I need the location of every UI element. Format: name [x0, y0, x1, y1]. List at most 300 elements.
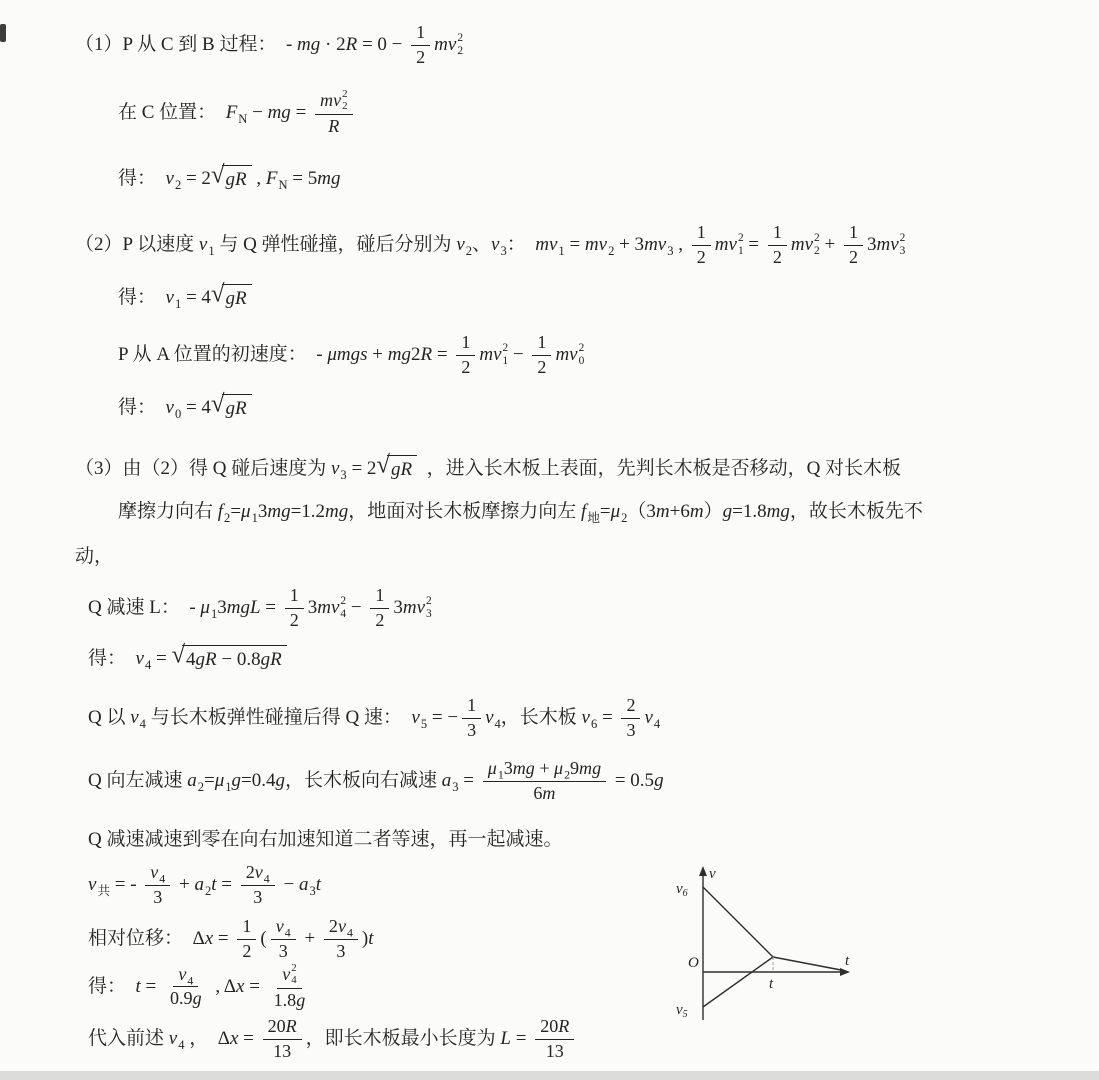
- math-number: =1.8: [732, 501, 767, 522]
- math-sub: 4: [263, 871, 270, 886]
- math-number: = 2: [346, 457, 377, 479]
- math-variable: mg: [512, 758, 535, 778]
- math-number: 3: [626, 719, 636, 740]
- math-number: 13: [545, 1040, 564, 1061]
- math-base: v: [130, 707, 139, 729]
- math-sub: 4: [346, 925, 353, 940]
- math-sub: 2: [608, 244, 615, 259]
- math-number: 9: [570, 758, 580, 778]
- math-sub: 3: [667, 244, 674, 259]
- y-axis-arrow-icon: [699, 866, 707, 876]
- math-base: a: [298, 874, 309, 896]
- math-number: =: [564, 234, 585, 256]
- math-number: =: [204, 770, 215, 792]
- text-run: （3: [627, 501, 656, 522]
- math-sqrt: [210, 161, 252, 192]
- math-variable: m: [555, 344, 570, 366]
- solution-line-9: [118, 500, 923, 524]
- solution-line-17: [88, 916, 374, 962]
- math-number: Δ: [217, 1028, 230, 1050]
- math-number: (: [260, 928, 267, 950]
- fraction-numerator: [768, 222, 787, 246]
- math-fraction: [271, 916, 296, 962]
- math-number: =: [151, 647, 172, 669]
- math-number: +: [174, 874, 195, 896]
- fraction-numerator: [621, 695, 640, 719]
- math-number: 2: [416, 46, 426, 67]
- solution-line-1: [75, 22, 463, 68]
- fraction-numerator: [535, 1016, 574, 1040]
- math-number: 3: [336, 940, 346, 961]
- math-sub: 4: [139, 717, 146, 732]
- math-number: 3: [866, 234, 877, 256]
- math-variable: t: [135, 975, 141, 997]
- text-run: ，地面对长木板摩擦力向左: [348, 501, 582, 522]
- math-subscripted: [299, 873, 316, 897]
- math-base: v: [569, 344, 578, 366]
- math-variable: mg: [297, 34, 321, 56]
- math-sub: 1: [225, 780, 232, 795]
- text-run: ：: [506, 234, 536, 256]
- math-variable: x: [236, 975, 245, 997]
- text-run: （1）P 从 C 到 B 过程：: [75, 34, 286, 56]
- text-run: 得：: [118, 396, 166, 418]
- solution-line-3: [118, 161, 341, 192]
- math-variable: gR: [260, 649, 282, 670]
- math-subscripted: [338, 916, 353, 938]
- math-subscripted: [187, 769, 204, 793]
- math-scripts: [900, 232, 906, 258]
- fraction-denominator: [528, 782, 560, 805]
- math-sub: 3: [899, 245, 906, 258]
- math-subscripted: [130, 706, 146, 730]
- math-subscripted: [581, 500, 600, 524]
- math-fraction: [411, 22, 430, 68]
- math-variable: m: [479, 344, 494, 366]
- solution-line-18: [88, 962, 314, 1012]
- math-sub: 2: [204, 884, 212, 899]
- math-base: v: [165, 396, 174, 418]
- math-variable: m: [320, 89, 334, 110]
- math-fraction: [324, 916, 358, 962]
- math-fraction: [456, 332, 475, 378]
- math-sub: 2: [224, 510, 231, 525]
- math-fraction: [621, 695, 640, 741]
- solution-line-10: [75, 545, 113, 569]
- math-subsup: [805, 232, 820, 258]
- math-subscripted: [456, 233, 472, 257]
- math-number: 2: [537, 356, 547, 377]
- fraction-numerator: [324, 916, 358, 940]
- fraction-denominator: [269, 989, 311, 1012]
- math-variable: gR: [225, 288, 247, 309]
- math-sub: 4: [284, 925, 291, 940]
- fraction-denominator: [621, 719, 640, 742]
- text-run: ）: [703, 501, 723, 522]
- math-subscripted: [199, 233, 215, 257]
- math-base: v: [657, 234, 667, 256]
- fraction-numerator: [456, 332, 475, 356]
- math-variable: m: [434, 34, 448, 56]
- math-number: 1: [696, 222, 706, 242]
- math-number: =: [599, 501, 611, 522]
- math-subscripted: [169, 1027, 185, 1051]
- math-number: 13: [273, 1040, 292, 1061]
- math-base: v: [282, 963, 291, 984]
- math-subscripted: [241, 500, 258, 524]
- math-scripts: [291, 962, 296, 987]
- math-fraction: [285, 585, 304, 631]
- math-sub: 4: [653, 717, 661, 732]
- math-variable: mg: [325, 501, 349, 522]
- solution-line-16: [88, 862, 321, 908]
- math-variable: mg: [267, 101, 291, 123]
- math-sub: 3: [452, 780, 459, 795]
- math-variable: R: [420, 344, 433, 366]
- text-run: ，进入长木板上表面，先判长木板是否移动，Q 对长木板: [417, 457, 902, 479]
- solution-line-2: [118, 88, 357, 138]
- math-scripts: [579, 342, 585, 368]
- fraction-numerator: [483, 758, 606, 782]
- solution-line-11: [88, 585, 432, 631]
- math-subscripted: [411, 706, 427, 730]
- math-subscripted: [644, 706, 660, 730]
- math-sup: 2: [737, 232, 744, 245]
- math-sub: 4: [291, 974, 297, 987]
- math-sub: 2: [814, 245, 820, 258]
- t-mark-label: t: [769, 976, 774, 992]
- math-number: ,: [673, 234, 688, 256]
- math-sup: 2: [502, 342, 509, 355]
- math-number: =: [260, 597, 281, 619]
- math-sup: 2: [426, 595, 432, 608]
- math-number: 1: [289, 585, 299, 605]
- math-number: 2: [289, 609, 299, 630]
- math-sup: 2: [342, 88, 348, 100]
- math-subscripted: [582, 706, 598, 730]
- math-number: 1: [416, 22, 426, 42]
- fraction-denominator: [462, 719, 481, 742]
- math-base: μ: [200, 597, 210, 619]
- math-base: v: [581, 707, 590, 729]
- text-run: P 从 A 位置的初速度：: [118, 344, 317, 366]
- fraction-denominator: [541, 1040, 569, 1063]
- math-variable: m: [542, 782, 556, 803]
- math-sub: 2: [197, 780, 204, 795]
- math-sub: 2: [342, 100, 348, 113]
- math-number: 2: [696, 246, 706, 267]
- math-number: 3: [503, 758, 513, 778]
- math-sub: N: [238, 111, 248, 126]
- math-fraction: [237, 916, 256, 962]
- text-run: Q 向左减速: [88, 770, 188, 792]
- math-variable: x: [204, 928, 214, 950]
- math-base: v: [165, 286, 174, 308]
- common-velocity-segment: [773, 957, 841, 970]
- math-number: =: [140, 975, 162, 997]
- math-number: -: [285, 34, 298, 56]
- math-base: v: [644, 707, 653, 729]
- fraction-numerator: [285, 585, 304, 609]
- math-variable: t: [315, 874, 321, 896]
- math-variable: g: [296, 989, 306, 1010]
- math-variable: m: [790, 234, 805, 256]
- math-variable: mg: [579, 758, 602, 778]
- math-base: v: [493, 344, 502, 366]
- math-subscripted: [215, 769, 232, 793]
- math-variable: mg: [317, 167, 341, 189]
- fraction-numerator: [692, 222, 711, 246]
- math-number: 2: [772, 246, 782, 267]
- math-base: v: [333, 89, 342, 110]
- math-subscripted: [491, 233, 507, 257]
- math-variable: t: [368, 928, 374, 950]
- solution-line-4: [75, 222, 905, 268]
- text-run: （2）P 以速度: [75, 234, 199, 256]
- math-subsup: [569, 342, 584, 368]
- fraction-numerator: [173, 964, 198, 988]
- fraction-denominator: [532, 356, 551, 379]
- text-run: （3）由（2）得 Q 碰后速度为: [75, 457, 331, 479]
- text-run: 摩擦力向右: [118, 501, 218, 522]
- math-number: =: [216, 874, 237, 896]
- math-sub: 4: [178, 1038, 185, 1053]
- fraction-denominator: [165, 987, 207, 1010]
- fraction-denominator: [768, 246, 787, 269]
- text-run: ，即长木板最小长度为: [305, 1028, 501, 1050]
- fraction-denominator: [456, 356, 475, 379]
- fraction-denominator: [692, 246, 711, 269]
- math-fraction: [462, 695, 481, 741]
- text-run: 得：: [118, 286, 166, 308]
- math-sqrt: [376, 451, 417, 482]
- math-base: f: [581, 501, 587, 522]
- math-number: = 5: [287, 167, 318, 189]
- math-number: 2: [626, 695, 636, 715]
- fraction-denominator: [237, 940, 256, 963]
- math-number: =: [432, 344, 453, 366]
- math-number: = 0 −: [357, 34, 408, 56]
- math-number: Δ: [192, 928, 205, 950]
- math-variable: mg: [387, 344, 411, 366]
- radicand: [222, 284, 252, 311]
- fraction-denominator: [285, 609, 304, 632]
- math-number: =: [511, 1028, 532, 1050]
- math-base: μ: [241, 501, 251, 522]
- math-base: μ: [554, 758, 564, 778]
- math-number: ): [361, 928, 369, 950]
- math-scripts: [426, 595, 432, 621]
- solution-line-8: [75, 451, 902, 482]
- math-number: 3: [253, 886, 263, 907]
- t-axis-label: t: [845, 953, 850, 969]
- fraction-numerator: [241, 862, 275, 886]
- math-subsup: [333, 88, 347, 113]
- math-subsup: [729, 232, 744, 258]
- math-number: 1.8: [273, 989, 297, 1010]
- math-sup: 2: [457, 32, 464, 45]
- math-number: 2: [410, 344, 421, 366]
- math-number: ,: [251, 167, 266, 189]
- math-base: v: [456, 234, 465, 256]
- math-fraction: [844, 222, 863, 268]
- math-fraction: [535, 1016, 574, 1062]
- math-number: 1: [242, 916, 252, 936]
- text-run: ，长木板: [500, 707, 582, 729]
- fraction-denominator: [274, 940, 293, 963]
- math-number: 1: [537, 332, 547, 352]
- math-variable: gR: [195, 649, 217, 670]
- math-variable: gR: [225, 398, 247, 419]
- math-number: 2: [375, 609, 385, 630]
- math-base: v: [411, 707, 420, 729]
- fraction-numerator: [277, 962, 301, 989]
- math-number: 20: [540, 1016, 559, 1036]
- math-sub: 4: [494, 717, 501, 732]
- math-subscripted: [166, 167, 182, 191]
- math-subscripted: [485, 706, 501, 730]
- scan-edge: [0, 1071, 1099, 1080]
- math-subscripted: [255, 862, 270, 884]
- math-number: −: [278, 874, 299, 896]
- math-subscripted: [218, 500, 231, 524]
- math-number: 3: [393, 597, 403, 619]
- math-base: μ: [487, 758, 497, 778]
- radicand: [222, 394, 252, 421]
- math-base: v: [447, 34, 457, 56]
- math-fraction: [315, 88, 352, 138]
- math-scripts: [457, 32, 463, 58]
- math-fraction: [692, 222, 711, 268]
- math-number: 3: [257, 501, 268, 522]
- math-subsup: [448, 32, 463, 58]
- math-variable: m: [714, 234, 729, 256]
- text-run: 代入前述: [88, 1028, 169, 1050]
- fraction-numerator: [237, 916, 256, 940]
- math-subscripted: [266, 167, 288, 191]
- fraction-numerator: [315, 88, 352, 115]
- math-subsup: [417, 595, 432, 621]
- math-base: F: [225, 101, 238, 123]
- scan-artifact: [0, 24, 6, 42]
- math-number: 2: [245, 862, 255, 882]
- math-variable: mgL: [226, 597, 261, 619]
- math-sub: 1: [210, 607, 218, 622]
- math-subscripted: [549, 233, 565, 257]
- math-variable: mg: [766, 501, 790, 522]
- math-subscripted: [599, 233, 615, 257]
- math-base: v: [168, 1028, 178, 1050]
- math-base: v: [890, 234, 899, 256]
- fraction-numerator: [271, 916, 296, 940]
- radicand: [387, 455, 417, 482]
- math-number: 3: [467, 719, 477, 740]
- math-variable: m: [655, 501, 670, 522]
- solution-line-12: [88, 641, 287, 672]
- math-sub: 2: [174, 177, 182, 192]
- math-variable: L: [500, 1028, 511, 1050]
- math-fraction: [263, 1016, 302, 1062]
- math-sub: 2: [457, 45, 464, 58]
- math-subscripted: [554, 758, 570, 780]
- math-variable: R: [328, 115, 340, 136]
- fraction-denominator: [331, 940, 350, 963]
- math-number: = 4: [181, 396, 211, 418]
- math-number: +: [299, 928, 320, 950]
- math-variable: g: [722, 501, 733, 522]
- math-variable: m: [584, 234, 599, 256]
- math-scripts: [342, 88, 347, 113]
- math-number: =: [458, 770, 479, 792]
- v-axis-label: v: [709, 866, 716, 882]
- math-subscripted: [178, 964, 193, 986]
- math-base: a: [194, 874, 204, 896]
- math-sup: 2: [578, 342, 585, 355]
- math-subscripted: [150, 862, 165, 884]
- velocity-time-graph: [648, 862, 858, 1037]
- math-base: v: [275, 916, 284, 936]
- math-number: 3: [278, 940, 288, 961]
- math-base: v: [254, 862, 263, 882]
- math-sub: 地: [587, 510, 600, 525]
- text-run: 相对位移：: [88, 928, 193, 950]
- text-run: ，故长木板先不: [789, 501, 923, 522]
- text-run: Q 减速减速到零在向右加速知道二者等速，再一起减速。: [88, 829, 563, 850]
- math-number: 1: [848, 222, 858, 242]
- math-fraction: [483, 758, 606, 804]
- math-sub: 2: [465, 244, 473, 259]
- math-sub: 4: [144, 657, 152, 672]
- math-number: +: [367, 344, 388, 366]
- math-base: v: [491, 234, 500, 256]
- math-number: , Δ: [210, 975, 236, 997]
- math-number: =: [597, 707, 618, 729]
- math-sub: 1: [208, 244, 215, 259]
- math-number: 1: [375, 585, 385, 605]
- solution-line-14: [88, 758, 664, 804]
- math-base: v: [88, 874, 97, 896]
- math-sub: 1: [497, 767, 504, 782]
- math-number: = -: [109, 874, 142, 896]
- math-sub: 1: [737, 245, 744, 258]
- math-subscripted: [200, 596, 217, 620]
- text-run: 得：: [88, 647, 136, 669]
- math-number: -: [316, 344, 328, 366]
- math-variable: m: [644, 234, 658, 256]
- radicand: [222, 165, 252, 192]
- math-base: a: [441, 770, 452, 792]
- math-sub: 5: [420, 717, 428, 732]
- math-number: = 0.5: [610, 770, 655, 792]
- math-variable: m: [402, 597, 417, 619]
- math-variable: mg: [267, 501, 291, 522]
- math-variable: gR: [225, 169, 247, 190]
- origin-label: O: [688, 955, 699, 971]
- math-variable: R: [345, 34, 358, 56]
- solution-line-7: [118, 390, 252, 421]
- math-number: 20: [267, 1016, 286, 1036]
- math-number: 1: [461, 332, 471, 352]
- text-run: 动，: [75, 546, 114, 567]
- math-fraction: [269, 962, 311, 1012]
- math-fraction: [165, 964, 207, 1010]
- math-base: v: [598, 234, 608, 256]
- math-base: v: [330, 457, 340, 479]
- fraction-denominator: [370, 609, 389, 632]
- math-sub: 3: [500, 244, 507, 259]
- math-fraction: [145, 862, 170, 908]
- fraction-denominator: [148, 886, 167, 909]
